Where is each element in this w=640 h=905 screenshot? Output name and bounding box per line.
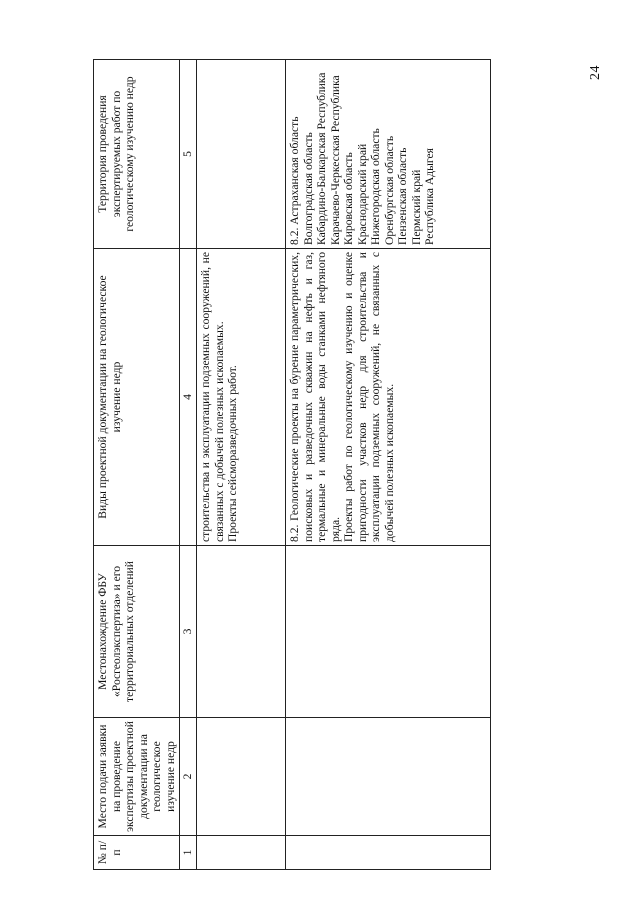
region-item: Нижегородская область (369, 128, 382, 245)
table-cell (197, 836, 286, 870)
region-item: Волгоградская область (301, 132, 315, 245)
header-application-place: Место подачи заявки на проведение экспертизы проектной документации на геологическое изучение недр (94, 718, 180, 836)
table-header-row (94, 60, 180, 870)
column-number: 4 (180, 249, 197, 546)
table-cell (286, 836, 491, 870)
table-cell (197, 546, 286, 718)
region-item: Пензенская область (396, 147, 409, 245)
region-item: 8.2. Астраханская область (288, 116, 301, 245)
column-number: 1 (180, 836, 197, 870)
region-item: Кировская область (342, 152, 355, 245)
header-document-types: Виды проектной документации на геологическое изучение недр (94, 249, 180, 546)
expertise-table (93, 59, 491, 870)
territory-cell (286, 60, 491, 249)
table-cell (197, 718, 286, 836)
column-number: 2 (180, 718, 197, 836)
rotated-page (93, 60, 483, 870)
column-number: 5 (180, 60, 197, 249)
page-number: 24 (588, 65, 603, 80)
table-cell (197, 60, 286, 249)
header-number: № п/п (94, 836, 180, 870)
table-cell (286, 546, 491, 718)
region-item: Краснодарский край (355, 143, 369, 245)
region-item: Оренбургская область (382, 135, 396, 245)
column-number: 3 (180, 546, 197, 718)
region-item: Карачаево-Черкесская Республика (328, 75, 342, 245)
table-row (197, 60, 286, 870)
table-row (286, 60, 491, 870)
region-item: Республика Адыгея (423, 148, 436, 245)
document-types-cell (286, 249, 491, 546)
document-type-text: Проекты работ по геологическому изучению и оценке пригодности участков недр для строительства и эксплуатации подземных сооружений, не связанных с добычей полезных ископаемых. (342, 252, 396, 542)
table-cell (286, 718, 491, 836)
document-type-text: строительства и эксплуатации подземных сооружений, не связанных с добычей полезных ископаемых. (199, 252, 226, 542)
document-types-cell (197, 249, 286, 546)
header-territory: Территория проведения экспертируемых работ по геологическому изучению недр (94, 60, 180, 249)
document-type-text: Проекты сейсморазведочных работ. (226, 365, 239, 542)
column-number-row (180, 60, 197, 870)
region-item: Пермский край (409, 169, 423, 245)
header-office-location: Местонахождение ФБУ «Росгеолэкспертиза» и его территориальных отделений (94, 546, 180, 718)
region-item: Кабардино-Балкарская Республика (315, 72, 328, 245)
document-type-text: 8.2. Геологические проекты на бурение параметрических, поисковых и разведочных скважин на нефть и газ, термальные и минеральные воды станками нефтяного ряда. (288, 252, 342, 542)
